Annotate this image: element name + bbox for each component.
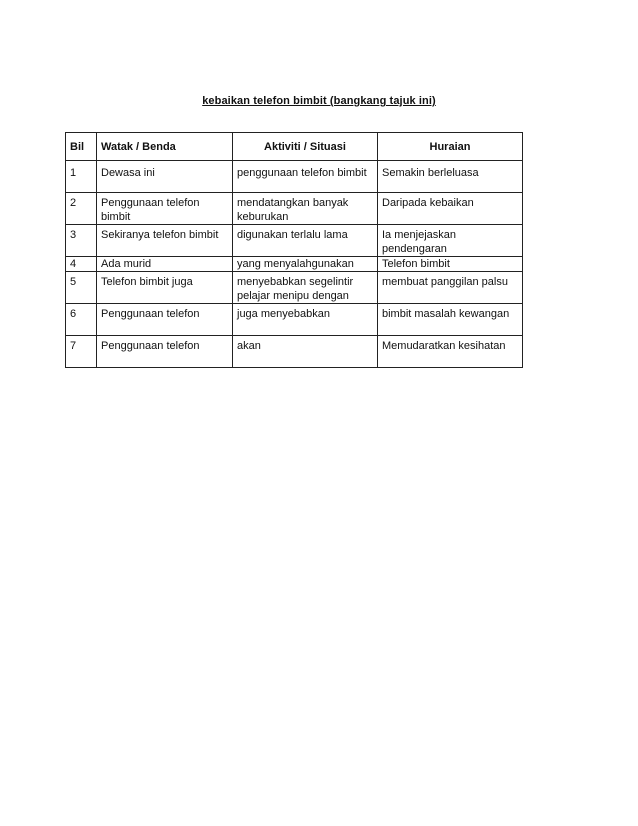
cell-bil: 2 [66,193,97,225]
cell-huraian: membuat panggilan palsu [378,272,523,304]
cell-huraian: Daripada kebaikan [378,193,523,225]
table-row [66,161,523,193]
cell-aktiviti: menyebabkan segelintir pelajar menipu dengan [233,272,378,304]
cell-huraian: Memudaratkan kesihatan [378,336,523,368]
table-row [66,193,523,225]
cell-aktiviti: akan [233,336,378,368]
cell-bil: 5 [66,272,97,304]
cell-watak: Telefon bimbit juga [97,272,233,304]
cell-bil: 6 [66,304,97,336]
cell-huraian: bimbit masalah kewangan [378,304,523,336]
header-aktiviti: Aktiviti / Situasi [233,133,378,161]
table-row [66,336,523,368]
cell-watak: Dewasa ini [97,161,233,193]
header-watak: Watak / Benda [97,133,233,161]
cell-bil: 1 [66,161,97,193]
cell-aktiviti: juga menyebabkan [233,304,378,336]
cell-bil: 7 [66,336,97,368]
cell-watak: Penggunaan telefon [97,336,233,368]
cell-watak: Ada murid [97,257,233,272]
activity-table [65,132,523,368]
page-title: kebaikan telefon bimbit (bangkang tajuk ini) [202,95,436,107]
table-row [66,304,523,336]
cell-aktiviti: penggunaan telefon bimbit [233,161,378,193]
cell-aktiviti: yang menyalahgunakan [233,257,378,272]
cell-aktiviti: mendatangkan banyak keburukan [233,193,378,225]
cell-huraian: Ia menjejaskan pendengaran [378,225,523,257]
table-row [66,225,523,257]
cell-watak: Penggunaan telefon bimbit [97,193,233,225]
cell-bil: 4 [66,257,97,272]
cell-aktiviti: digunakan terlalu lama [233,225,378,257]
cell-huraian: Telefon bimbit [378,257,523,272]
cell-bil: 3 [66,225,97,257]
header-bil: Bil [66,133,97,161]
table-row [66,257,523,272]
header-huraian: Huraian [378,133,523,161]
table-header-row [66,133,523,161]
table-row [66,272,523,304]
cell-watak: Penggunaan telefon [97,304,233,336]
cell-watak: Sekiranya telefon bimbit [97,225,233,257]
cell-huraian: Semakin berleluasa [378,161,523,193]
